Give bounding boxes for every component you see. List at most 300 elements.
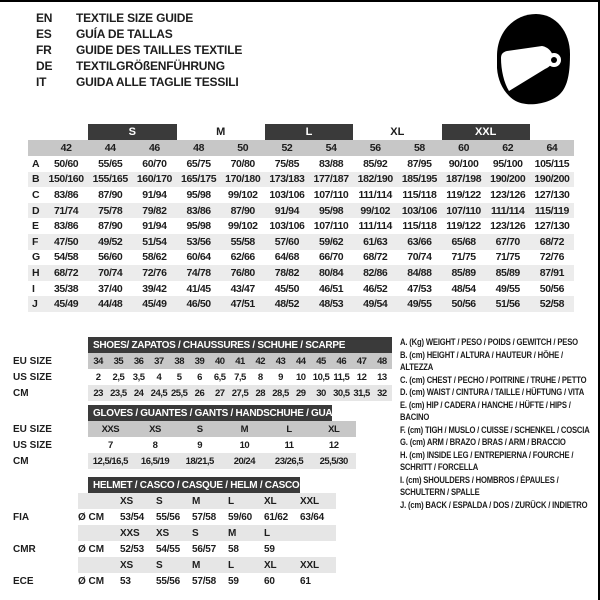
- helmet-size-label: L: [264, 527, 270, 539]
- measure-cell: 68/72: [53, 266, 79, 279]
- row-label: CM: [13, 387, 29, 399]
- measure-cell: 56/60: [98, 251, 123, 264]
- guide-title-es: GUÍA DE TALLAS: [76, 27, 173, 41]
- size-cell: 10: [296, 371, 306, 383]
- measure-cell: 35/38: [53, 282, 79, 295]
- measure-cell: 55/65: [98, 157, 123, 170]
- measure-cell: 91/94: [142, 188, 167, 201]
- measure-cell: 83/88: [318, 157, 344, 170]
- row-values: [88, 421, 356, 437]
- size-cell: 36: [133, 355, 144, 367]
- helmet-size-label: S: [192, 527, 199, 539]
- measure-row-b: [28, 172, 574, 188]
- standard-label: CMR: [13, 543, 36, 555]
- measure-cell: 105/115: [534, 157, 570, 170]
- helmet-title-bar: HELMET / CASCO / CASQUE / HELM / CASCO: [88, 477, 300, 493]
- measure-cell: 51/54: [142, 235, 167, 248]
- size-cell: 28: [255, 387, 266, 399]
- helmet-size-value: 61: [300, 575, 311, 587]
- numeric-size-header: 48: [193, 142, 205, 154]
- size-cell: 27,5: [231, 387, 249, 399]
- measurement-rows: [28, 156, 574, 312]
- measure-cell: 48/54: [451, 282, 476, 295]
- measure-cell: 48/52: [274, 298, 300, 311]
- size-cell: 10: [239, 439, 250, 451]
- helmet-size-label: S: [156, 495, 163, 507]
- measure-cell: 41/45: [186, 282, 211, 295]
- measure-cell: 53/56: [186, 235, 211, 248]
- measure-cell: 123/126: [490, 220, 526, 233]
- size-cell: 26: [194, 387, 205, 399]
- measure-cell: 50/60: [53, 157, 79, 170]
- helmet-size-header-ece: [78, 557, 336, 573]
- measure-cell: 87/90: [98, 188, 123, 201]
- helmet-size-label: XS: [156, 527, 169, 539]
- measure-cell: 64/68: [274, 251, 300, 264]
- letter-size-band-row: [28, 124, 574, 140]
- measure-cell: 76/80: [230, 266, 255, 279]
- size-cell: 47: [356, 355, 367, 367]
- row-letter: J: [32, 298, 38, 311]
- gloves-row-us-size: [0, 437, 356, 453]
- size-cell: 12,5/16,5: [92, 455, 128, 467]
- size-cell: 48: [377, 355, 387, 367]
- measurement-legend: [400, 336, 600, 511]
- size-band-xxl: XXL: [442, 124, 530, 140]
- size-cell: 23/26,5: [274, 455, 304, 467]
- measure-cell: 99/102: [360, 204, 391, 217]
- measure-row-i: [28, 281, 574, 297]
- diameter-unit: Ø CM: [78, 575, 105, 587]
- size-cell: 12: [328, 439, 339, 451]
- size-cell: 6,5: [213, 371, 226, 383]
- size-cell: 37: [154, 355, 164, 367]
- row-values: [88, 369, 392, 385]
- measure-cell: 51/56: [495, 298, 520, 311]
- gloves-table: [0, 405, 356, 469]
- row-letter: G: [32, 251, 40, 264]
- helmet-row-fia: [0, 509, 340, 525]
- size-cell: 43: [275, 355, 286, 367]
- measure-cell: 85/89: [451, 266, 476, 279]
- measure-cell: 103/106: [269, 220, 305, 233]
- measure-cell: 67/70: [495, 235, 520, 248]
- measure-cell: 66/70: [318, 251, 344, 264]
- measure-cell: 111/114: [358, 220, 392, 233]
- measure-cell: 99/102: [227, 220, 258, 233]
- size-cell: 30: [316, 387, 326, 399]
- row-letter: E: [32, 220, 39, 233]
- row-label: US SIZE: [13, 371, 52, 383]
- gloves-rows: [0, 421, 356, 469]
- measure-cell: 63/66: [407, 235, 432, 248]
- shoes-title-bar: SHOES/ ZAPATOS / CHAUSSURES / SCHUHE / SCARPE: [88, 337, 392, 353]
- helmet-size-value: 58: [228, 543, 239, 555]
- measure-cell: 52/58: [539, 298, 565, 311]
- row-letter: A: [32, 157, 40, 170]
- measure-cell: 71/75: [495, 251, 520, 264]
- size-cell: 3,5: [132, 371, 145, 383]
- measure-cell: 115/118: [402, 220, 437, 233]
- helmet-size-value: 53: [120, 575, 131, 587]
- size-cell: L: [286, 423, 292, 435]
- row-letter: F: [32, 235, 39, 248]
- numeric-size-header: 64: [546, 142, 558, 154]
- helmet-size-label: M: [228, 527, 237, 539]
- measure-cell: 59/62: [318, 235, 344, 248]
- size-cell: 45: [316, 355, 326, 367]
- size-cell: 27: [214, 387, 225, 399]
- measure-cell: 43/47: [230, 282, 255, 295]
- size-cell: 28,5: [272, 387, 289, 399]
- measure-cell: 87/90: [98, 220, 123, 233]
- size-cell: S: [196, 423, 203, 435]
- legend-item: E. (cm) HIP / CADERA / HANCHE / HÜFTE / HIPS / BACINO: [400, 399, 571, 422]
- size-cell: 46: [336, 355, 347, 367]
- size-cell: 38: [174, 355, 184, 367]
- helmet-size-label: XS: [120, 495, 133, 507]
- helmet-size-label: XXL: [300, 495, 319, 507]
- size-cell: 7,5: [234, 371, 246, 383]
- helmet-size-header-fia: [78, 493, 336, 509]
- measure-cell: 44/48: [98, 298, 123, 311]
- measure-cell: 75/85: [274, 157, 300, 170]
- size-cell: 24: [133, 387, 144, 399]
- legend-item: I. (cm) SHOULDERS / HOMBROS / ÉPAULES / SCHULTERN / SPALLE: [400, 474, 559, 497]
- measure-cell: 170/180: [225, 173, 261, 186]
- size-cell: 32: [377, 387, 387, 399]
- size-cell: 44: [296, 355, 306, 367]
- size-cell: 16,5/19: [140, 455, 170, 467]
- measure-cell: 65/68: [451, 235, 476, 248]
- diameter-unit: Ø CM: [78, 511, 105, 523]
- measure-cell: 46/52: [363, 282, 388, 295]
- language-code-it: IT: [36, 75, 47, 89]
- guide-title-fr: GUIDE DES TAILLES TEXTILE: [76, 43, 243, 57]
- helmet-size-value: 61/62: [264, 511, 289, 523]
- measure-cell: 58/62: [142, 251, 167, 264]
- row-letter: C: [32, 188, 40, 201]
- size-cell: 4: [156, 371, 162, 383]
- helmet-size-label: XL: [264, 559, 277, 571]
- measure-row-f: [28, 234, 574, 250]
- measure-cell: 62/66: [230, 251, 255, 264]
- measure-cell: 127/130: [534, 188, 570, 201]
- measure-cell: 185/195: [401, 173, 437, 186]
- measure-cell: 115/119: [534, 204, 569, 217]
- measure-cell: 103/106: [269, 188, 305, 201]
- row-values: [88, 453, 356, 469]
- measure-cell: 80/84: [318, 266, 344, 279]
- row-values: [88, 385, 392, 401]
- measure-cell: 85/92: [363, 157, 388, 170]
- size-cell: 34: [93, 355, 103, 367]
- size-cell: 7: [107, 439, 113, 451]
- row-values: [88, 353, 392, 369]
- size-cell: 11: [284, 439, 294, 451]
- row-letter: B: [32, 173, 40, 186]
- standard-label: ECE: [13, 575, 34, 587]
- measure-cell: 37/40: [98, 282, 123, 295]
- helmet-table: [0, 477, 340, 589]
- measure-cell: 111/114: [358, 188, 392, 201]
- measure-cell: 55/58: [230, 235, 255, 248]
- helmet-size-label: L: [228, 559, 234, 571]
- language-code-en: EN: [36, 11, 53, 25]
- helmet-row-cmr: [0, 541, 340, 557]
- measure-cell: 71/74: [53, 204, 79, 217]
- legend-item: A. (Kg) WEIGHT / PESO / POIDS / GEWITCH / PESO: [400, 337, 578, 347]
- helmet-size-value: 60: [264, 575, 275, 587]
- helmet-size-value: 57/58: [192, 511, 217, 523]
- measure-cell: 49/54: [363, 298, 388, 311]
- size-band-spacer: [530, 124, 574, 140]
- measure-cell: 155/165: [92, 173, 128, 186]
- helmet-size-label: XL: [264, 495, 277, 507]
- measure-cell: 50/56: [539, 282, 565, 295]
- measure-cell: 115/118: [402, 188, 437, 201]
- numeric-size-header: 46: [148, 142, 160, 154]
- language-row: [36, 10, 242, 26]
- helmet-size-value: 59: [264, 543, 275, 555]
- measure-cell: 72/76: [142, 266, 167, 279]
- row-label: US SIZE: [13, 439, 52, 451]
- measure-cell: 123/126: [490, 188, 526, 201]
- measure-cell: 91/94: [274, 204, 300, 217]
- measure-cell: 85/89: [495, 266, 520, 279]
- measure-cell: 95/98: [318, 204, 344, 217]
- size-cell: 18/21,5: [185, 455, 214, 467]
- size-cell: 29: [296, 387, 306, 399]
- numeric-size-header: 42: [60, 142, 72, 154]
- measure-cell: 111/114: [491, 204, 525, 217]
- measure-row-a: [28, 156, 574, 172]
- gloves-title-bar: GLOVES / GUANTES / GANTS / HANDSCHUHE / GUANTI: [88, 405, 332, 421]
- numeric-size-header: 58: [413, 142, 425, 154]
- size-cell: 13: [377, 371, 387, 383]
- measure-cell: 49/55: [407, 298, 432, 311]
- size-cell: 9: [197, 439, 203, 451]
- measure-cell: 83/86: [53, 220, 79, 233]
- helmet-size-label: M: [192, 559, 201, 571]
- measure-row-c: [28, 187, 574, 203]
- measure-row-e: [28, 218, 574, 234]
- gloves-row-cm: [0, 453, 356, 469]
- measure-cell: 187/198: [446, 173, 482, 186]
- measure-cell: 45/49: [142, 298, 167, 311]
- language-title-list: [36, 10, 242, 90]
- helmet-size-label: XXS: [120, 527, 140, 539]
- measure-cell: 45/49: [53, 298, 79, 311]
- guide-title-de: TEXTILGRÖßENFÜHRUNG: [76, 59, 225, 73]
- guide-title-it: GUIDA ALLE TAGLIE TESSILI: [76, 75, 239, 89]
- helmet-size-label: XS: [120, 559, 133, 571]
- helmet-size-label: XXL: [300, 559, 319, 571]
- measure-cell: 182/190: [357, 173, 393, 186]
- measure-cell: 107/110: [446, 204, 481, 217]
- size-cell: 2,5: [112, 371, 125, 383]
- helmet-size-value: 54/55: [156, 543, 181, 555]
- measure-cell: 74/78: [186, 266, 211, 279]
- helmet-size-value: 55/56: [156, 511, 181, 523]
- numeric-size-header-row: [28, 140, 574, 156]
- measure-cell: 95/98: [186, 188, 211, 201]
- row-label: EU SIZE: [13, 423, 52, 435]
- measure-cell: 119/122: [446, 220, 481, 233]
- numeric-size-header: 50: [237, 142, 249, 154]
- size-cell: 6: [197, 371, 202, 383]
- size-cell: 10,5: [312, 371, 330, 383]
- measure-cell: 70/74: [98, 266, 123, 279]
- measure-cell: 95/98: [186, 220, 211, 233]
- size-cell: 23: [93, 387, 103, 399]
- size-cell: 5: [176, 371, 182, 383]
- size-cell: 8: [257, 371, 263, 383]
- row-label: EU SIZE: [13, 355, 52, 367]
- language-row: [36, 42, 242, 58]
- helmet-size-value: 52/53: [120, 543, 145, 555]
- language-row: [36, 74, 242, 90]
- size-cell: 42: [255, 355, 266, 367]
- measure-cell: 60/70: [142, 157, 167, 170]
- helmet-size-value: 59: [228, 575, 239, 587]
- size-cell: 25,5: [170, 387, 188, 399]
- size-cell: 20/24: [233, 455, 255, 467]
- shoes-row-us-size: [0, 369, 392, 385]
- measure-cell: 50/56: [451, 298, 476, 311]
- size-cell: 35: [113, 355, 124, 367]
- numeric-size-header: 60: [458, 142, 470, 154]
- measure-cell: 99/102: [227, 188, 258, 201]
- racing-helmet-icon: [492, 12, 574, 110]
- size-cell: 40: [214, 355, 225, 367]
- helmet-size-value: 59/60: [228, 511, 253, 523]
- size-cell: XL: [328, 423, 340, 435]
- measure-cell: 127/130: [534, 220, 570, 233]
- size-band-s: S: [88, 124, 176, 140]
- measure-cell: 65/75: [186, 157, 211, 170]
- size-cell: 39: [194, 355, 205, 367]
- helmet-size-label: S: [156, 559, 163, 571]
- size-cell: 11,5: [333, 371, 350, 383]
- measure-cell: 71/75: [451, 251, 476, 264]
- row-letter: I: [32, 282, 35, 295]
- measure-cell: 95/100: [492, 157, 523, 170]
- size-band-m: M: [216, 126, 226, 138]
- size-cell: 24,5: [150, 387, 168, 399]
- row-values: [88, 437, 356, 453]
- measure-cell: 49/52: [98, 235, 123, 248]
- measure-cell: 87/90: [230, 204, 255, 217]
- measure-cell: 107/110: [313, 220, 349, 233]
- measure-cell: 47/51: [230, 298, 255, 311]
- row-letter: H: [32, 266, 40, 279]
- gloves-row-eu-size: [0, 421, 356, 437]
- numeric-size-header: 44: [104, 142, 116, 154]
- shoes-row-eu-size: [0, 353, 392, 369]
- helmet-row-ece: [0, 573, 340, 589]
- measure-cell: 87/91: [539, 266, 565, 279]
- shoes-table: [0, 337, 392, 401]
- helmet-size-value: 55/56: [156, 575, 181, 587]
- measure-cell: 177/187: [313, 173, 349, 186]
- helmet-size-value: 63/64: [300, 511, 325, 523]
- size-band-xl: XL: [390, 126, 405, 138]
- measure-cell: 87/95: [407, 157, 432, 170]
- measure-cell: 83/86: [53, 188, 79, 201]
- helmet-size-label: L: [228, 495, 234, 507]
- size-cell: 8: [152, 439, 158, 451]
- size-cell: XXS: [101, 423, 120, 435]
- numeric-size-header: 52: [281, 142, 293, 154]
- standard-label: FIA: [13, 511, 30, 523]
- measure-cell: 46/50: [186, 298, 211, 311]
- measure-cell: 47/50: [53, 235, 79, 248]
- measure-cell: 91/94: [142, 220, 167, 233]
- size-cell: 12: [356, 371, 367, 383]
- helmet-size-value: 56/57: [192, 543, 217, 555]
- size-cell: 23,5: [110, 387, 127, 399]
- legend-item: G. (cm) ARM / BRAZO / BRAS / ARM / BRACCIO: [400, 437, 566, 447]
- measure-cell: 150/160: [48, 173, 84, 186]
- measure-row-h: [28, 265, 574, 281]
- shoes-row-cm: [0, 385, 392, 401]
- measure-cell: 79/82: [142, 204, 167, 217]
- size-cell: 30,5: [333, 387, 350, 399]
- legend-item: B. (cm) HEIGHT / ALTURA / HAUTEUR / HÖHE / ALTEZZA: [400, 349, 564, 372]
- measure-cell: 60/64: [186, 251, 211, 264]
- measure-cell: 61/63: [363, 235, 388, 248]
- measure-cell: 45/50: [274, 282, 300, 295]
- size-cell: M: [240, 423, 249, 435]
- measure-cell: 72/76: [539, 251, 565, 264]
- guide-title-en: TEXTILE SIZE GUIDE: [76, 11, 194, 25]
- measure-row-j: [28, 296, 574, 312]
- measure-cell: 68/72: [363, 251, 388, 264]
- size-cell: 9: [278, 371, 283, 383]
- measure-cell: 165/175: [181, 173, 217, 186]
- measure-cell: 47/53: [407, 282, 432, 295]
- size-band-spacer: [28, 124, 88, 140]
- measure-cell: 82/86: [363, 266, 388, 279]
- measure-cell: 160/170: [136, 173, 172, 186]
- measure-cell: 75/78: [98, 204, 123, 217]
- size-cell: 41: [235, 355, 245, 367]
- legend-item: J. (cm) BACK / ESPALDA / DOS / ZURÜCK / INDIETRO: [400, 499, 588, 510]
- shoes-rows: [0, 353, 392, 401]
- measure-row-g: [28, 250, 574, 266]
- language-code-es: ES: [36, 27, 52, 41]
- measure-cell: 190/200: [534, 173, 570, 186]
- language-row: [36, 26, 242, 42]
- helmet-size-header-cmr: [78, 525, 336, 541]
- measure-cell: 84/88: [407, 266, 432, 279]
- helmet-size-value: 57/58: [192, 575, 217, 587]
- measure-cell: 46/51: [318, 282, 344, 295]
- measure-cell: 190/200: [490, 173, 526, 186]
- textile-size-table: [28, 124, 574, 312]
- measure-cell: 119/122: [446, 188, 481, 201]
- size-cell: 31,5: [353, 387, 370, 399]
- helmet-size-label: M: [192, 495, 201, 507]
- measure-cell: 83/86: [186, 204, 211, 217]
- measure-row-d: [28, 203, 574, 219]
- measure-cell: 70/74: [407, 251, 432, 264]
- numeric-size-header: 54: [325, 142, 337, 154]
- numeric-size-header: 62: [502, 142, 514, 154]
- row-letter: D: [32, 204, 40, 217]
- language-code-fr: FR: [36, 43, 52, 57]
